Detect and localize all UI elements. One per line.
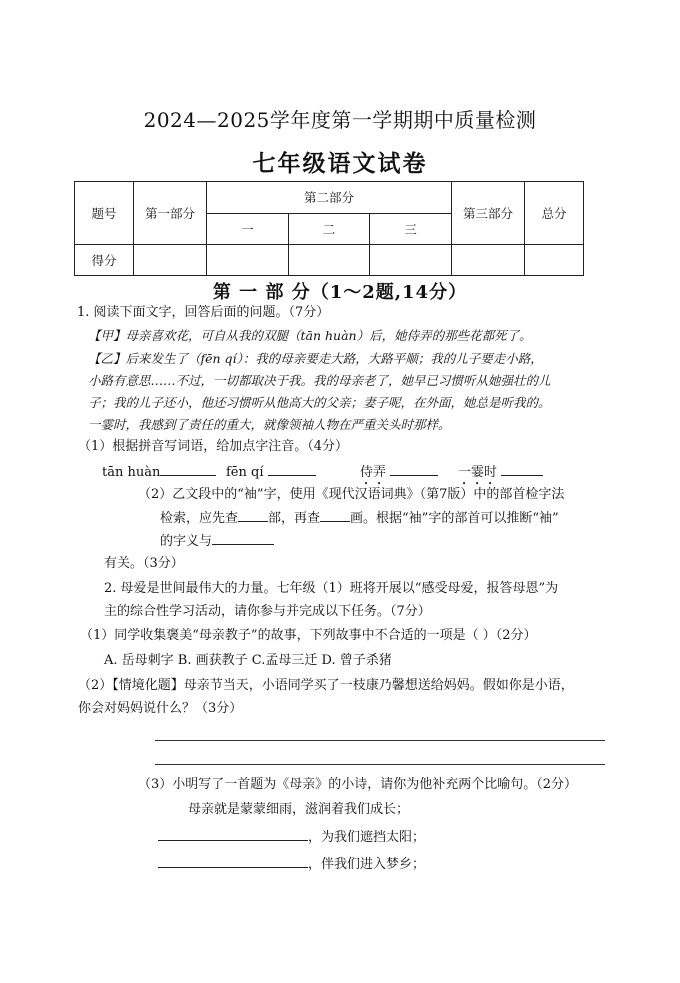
poem-line-2-text: ，为我们遮挡太阳； [308,830,426,845]
exam-subtitle: 七年级语文试卷 [252,150,428,177]
q1-sub1-prompt: （1）根据拼音写词语，给加点字注音。（4分） [78,439,349,454]
q2-sub2-line2: 你会对妈妈说什么？（3分） [78,701,243,716]
poem-line-3 [158,853,425,876]
q1-passage-jia: 【甲】母亲喜欢花，可自从我的双腿（tān huàn）后，她侍弄的那些花都死了。 [88,328,532,343]
word-label-c: 侍弄 [360,465,387,480]
q2-stem-line2: 主的综合性学习活动，请你参与并完成以下任务。（7分） [104,604,431,619]
meaning-blank[interactable] [212,530,274,545]
poem-line-1: 母亲就是蒙蒙细雨，滋润着我们成长； [188,802,410,817]
score-cell[interactable] [452,245,525,276]
q1-sub2-text-d: 的字义与 [160,534,213,549]
answer-blank-c[interactable] [390,461,438,476]
radical-blank[interactable] [238,507,268,522]
answer-blank-b[interactable] [268,461,316,476]
header-cell-part3: 第三部分 [452,182,525,245]
answer-blank-a[interactable] [160,461,216,476]
exam-title: 2024—2025学年度第一学期期中质量检测 [143,108,537,132]
q1-sub2-text-b: 部，再查 [268,511,321,526]
part-one-heading: 第 一 部 分（1～2题,14分） [212,282,468,303]
q1-sub2-text-c: 画。根据“袖”字的部首可以推断“袖” [350,511,559,526]
q1-sub2-line1: （2）乙文段中的“袖”字，使用《现代汉语词典》（第7版）中的部首检字法 [138,487,565,502]
header-cell-total: 总分 [525,182,584,245]
q1-stem: 1. 阅读下面文字，回答后面的问题。（7分） [77,305,330,320]
q1-sub2-line2 [160,507,559,530]
q1-sub2-line4: 有关。（3分） [104,556,184,571]
answer-line-2[interactable] [155,764,605,765]
header-cell-part2-sub2: 二 [288,213,370,245]
poem-line-2 [158,826,425,849]
score-cell[interactable] [134,245,207,276]
score-cell[interactable] [370,245,452,276]
word-label-d: 一霎时 [458,465,498,480]
q2-sub2-line1: （2）【情境化题】母亲节当天，小语同学买了一枝康乃馨想送给妈妈。假如你是小语， [78,678,574,693]
q1-sub1-item-b [226,461,316,484]
q1-sub2-line3 [160,530,274,553]
q1-passage-yi-line3: 子；我的儿子还小，他还习惯听从他高大的父亲；妻子呢，在外面，她总是听我的。 [88,395,551,410]
q1-passage-yi-line1: 【乙】后来发生了（fēn qí）：我的母亲要走大路，大路平顺；我的儿子要走小路， [88,351,543,366]
header-cell-part1: 第一部分 [134,182,207,245]
score-cell[interactable] [288,245,370,276]
poem-line-3-text: ，伴我们进入梦乡； [308,857,426,872]
answer-blank-d[interactable] [501,461,543,476]
q1-passage-yi-line4: 一霎时，我感到了责任的重大，就像领袖人物在严重关头时那样。 [88,417,451,432]
metaphor-blank-2[interactable] [158,853,308,868]
metaphor-blank-1[interactable] [158,826,308,841]
answer-line-1[interactable] [155,740,605,741]
header-cell-number: 题号 [75,182,134,245]
q2-sub1-prompt: （1）同学收集褒美“母亲教子”的故事，下列故事中不合适的一项是（ ）（2分） [80,628,537,643]
header-cell-part2-sub3: 三 [370,213,452,245]
pinyin-label-a: tān huàn [102,465,161,480]
q1-sub1-item-a [102,461,216,484]
header-cell-part2: 第二部分 [207,182,452,214]
q1-passage-yi-line2: 小路有意思……不过，一切都取决于我。我的母亲老了，她早已习惯听从她强壮的儿 [88,373,551,388]
q1-sub2-text-a: 检索，应先查 [160,511,239,526]
stroke-blank[interactable] [320,507,350,522]
header-cell-part2-sub1: 一 [207,213,289,245]
score-row-label: 得分 [75,245,134,276]
pinyin-label-b: fēn qí [226,465,264,480]
q2-sub1-options: A. 岳母刺字 B. 画获教子 C.孟母三迁 D. 曾子杀猪 [104,653,392,668]
q2-stem-line1: 2. 母爱是世间最伟大的力量。七年级（1）班将开展以“感受母爱，报答母恩”为 [104,581,559,596]
score-table [74,181,584,276]
score-cell[interactable] [207,245,289,276]
q2-sub3-prompt: （3）小明写了一首题为《母亲》的小诗，请你为他补充两个比喻句。（2分） [138,777,578,792]
score-cell[interactable] [525,245,584,276]
